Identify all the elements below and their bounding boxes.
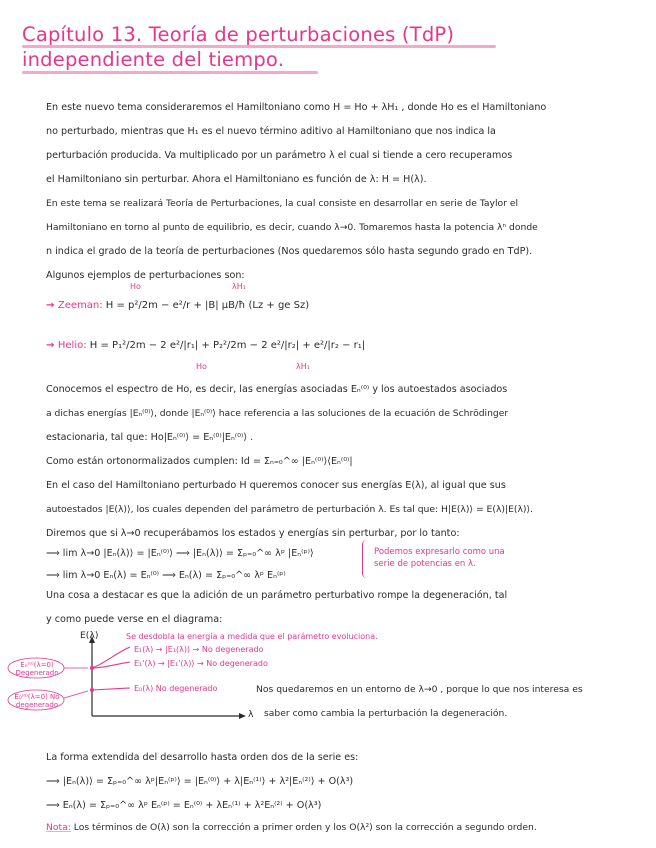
e0-line xyxy=(92,688,130,690)
title-line-1: Capítulo 13. Teoría de perturbaciones (TdP) xyxy=(22,23,455,46)
final-state-expansion: ⟹ |Eₙ(λ)⟩ = Σₚ₌₀^∞ λᵖ|Eₙ⁽ᵖ⁾⟩ = |Eₙ⁽⁰⁾⟩ + λ|Eₙ⁽¹⁾⟩ + λ²|Eₙ⁽²⁾⟩ + O(λ³) xyxy=(46,776,354,787)
intro-line-8: Algunos ejemplos de perturbaciones son: xyxy=(46,270,245,281)
intro-line-3: perturbación producida. Va multiplicado por un parámetro λ el cual si tiende a cero recuperamos xyxy=(46,150,513,161)
body-line-1: Conocemos el espectro de Ho, es decir, las energías asociadas Eₙ⁽⁰⁾ y los autoestados asociados xyxy=(46,384,508,395)
intro-line-2: no perturbado, mientras que H₁ es el nuevo término aditivo al Hamiltoniano que nos indica la xyxy=(46,126,496,137)
e1-curve xyxy=(92,647,130,668)
limit-energy: ⟹ lim λ→0 Eₙ(λ) = Eₙ⁽⁰⁾ ⟹ Eₙ(λ) = Σₚ₌₀^∞ λᵖ Eₙ⁽ᵖ⁾ xyxy=(46,570,286,581)
degenerate-point xyxy=(90,666,94,670)
series-side-note: Podemos expresarlo como una serie de potencias en λ. xyxy=(374,547,505,569)
arrow-icon: → xyxy=(46,300,58,311)
e1-label: E₁(λ) → |E₁(λ)⟩ → No degenerado xyxy=(134,645,264,654)
helio-label: Helio: xyxy=(57,340,87,351)
zeeman-ho-label: Ho xyxy=(130,282,141,291)
helio-lh1-label: λH₁ xyxy=(296,362,310,371)
e1p-label: E₁'(λ) → |E₁'(λ)⟩ → No degenerado xyxy=(134,659,268,668)
body-line-3: estacionaria, tal que: Ho|Eₙ⁽⁰⁾⟩ = Eₙ⁽⁰⁾|Eₙ⁽⁰⁾⟩ . xyxy=(46,432,254,443)
left-connector-2 xyxy=(64,691,88,698)
diagram-comment-2: saber como cambia la perturbación la degeneración. xyxy=(264,708,508,719)
x-axis-label: λ xyxy=(248,709,254,720)
y-axis-label: E(λ) xyxy=(80,630,99,641)
intro-line-7: n indica el grado de la teoría de perturbaciones (Nos quedaremos sólo hasta segundo grado en TdP). xyxy=(46,246,533,257)
final-line-1: La forma extendida del desarrollo hasta orden dos de la serie es: xyxy=(46,752,359,763)
zeeman-label: Zeeman: xyxy=(57,300,103,311)
helio-ho-label: Ho xyxy=(196,362,207,371)
final-energy-expansion: ⟹ Eₙ(λ) = Σₚ₌₀^∞ λᵖ Eₙ⁽ᵖ⁾ = Eₙ⁽⁰⁾ + λEₙ⁽¹⁾ + λ²Eₙ⁽²⁾ + O(λ³) xyxy=(46,800,322,811)
body-line-5: En el caso del Hamiltoniano perturbado H queremos conocer sus energías E(λ), al igual que sus xyxy=(46,480,506,491)
x-axis-arrow-icon xyxy=(239,713,246,719)
limit-state: ⟹ lim λ→0 |Eₙ(λ)⟩ = |Eₙ⁽⁰⁾⟩ ⟹ |Eₙ(λ)⟩ = Σₚ₌₀^∞ λᵖ |Eₙ⁽ᵖ⁾⟩ xyxy=(46,548,314,559)
split-note: Se desdobla la energía a medida que el parámetro evoluciona. xyxy=(126,632,378,641)
e0-label: E₀(λ) No degenerado xyxy=(134,684,218,693)
diagram-comment-1: Nos quedaremos en un entorno de λ→0 , porque lo que nos interesa es xyxy=(256,684,583,695)
non-degenerate-label: E₀⁽⁰⁾(λ=0) No degenerado xyxy=(14,693,60,709)
zeeman-equation: H = p²/2m − e²/r + |B| μB/ħ (Lz + ge Sz) xyxy=(105,300,310,311)
degeneracy-line-2: y como puede verse en el diagrama: xyxy=(46,614,223,625)
body-line-6: autoestados |E(λ)⟩, los cuales dependen del parámetro de perturbación λ. Es tal que: H|E(λ)⟩ = E(λ)|E(λ)⟩. xyxy=(46,504,533,515)
body-line-7: Diremos que si λ→0 recuperábamos los estados y energías sin perturbar, por lo tanto: xyxy=(46,528,460,539)
body-line-4: Como están ortonormalizados cumplen: Id = Σₙ₌₀^∞ |Eₙ⁽⁰⁾⟩⟨Eₙ⁽⁰⁾| xyxy=(46,456,353,467)
degenerate-label: Eₙ⁽⁰⁾(λ=0) Degenerado xyxy=(15,661,59,677)
zeeman-lh1-label: λH₁ xyxy=(232,282,246,291)
non-degenerate-point xyxy=(90,688,94,692)
intro-line-6: Hamiltoniano en torno al punto de equilibrio, es decir, cuando λ→0. Tomaremos hasta la potencia λⁿ donde xyxy=(46,222,538,233)
intro-line-1: En este nuevo tema consideraremos el Hamiltoniano como H = Ho + λH₁ , donde Ho es el Hamiltoniano xyxy=(46,102,547,113)
note-text: Los términos de O(λ) son la corrección a primer orden y los O(λ²) son la corrección a segundo orden. xyxy=(70,822,537,833)
intro-line-5: En este tema se realizará Teoría de Perturbaciones, la cual consiste en desarrollar en serie de Taylor el xyxy=(46,198,519,209)
intro-line-4: el Hamiltoniano sin perturbar. Ahora el Hamiltoniano es función de λ: H = H(λ). xyxy=(46,174,427,185)
helio-equation: H = P₁²/2m − 2 e²/|r₁| + P₂²/2m − 2 e²/|r₂| + e²/|r₂ − r₁| xyxy=(89,340,366,351)
arrow-icon: → xyxy=(46,340,58,351)
note-line xyxy=(46,816,636,840)
note-label: Nota: xyxy=(46,822,71,833)
body-line-2: a dichas energías |Eₙ⁽⁰⁾⟩, donde |Eₙ⁽⁰⁾⟩ hace referencia a las soluciones de la ecuación de Schrödinger xyxy=(46,408,509,419)
title-line-2: independiente del tiempo. xyxy=(22,48,285,71)
degeneracy-line-1: Una cosa a destacar es que la adición de un parámetro perturbativo rompe la degeneración, tal xyxy=(46,590,508,601)
